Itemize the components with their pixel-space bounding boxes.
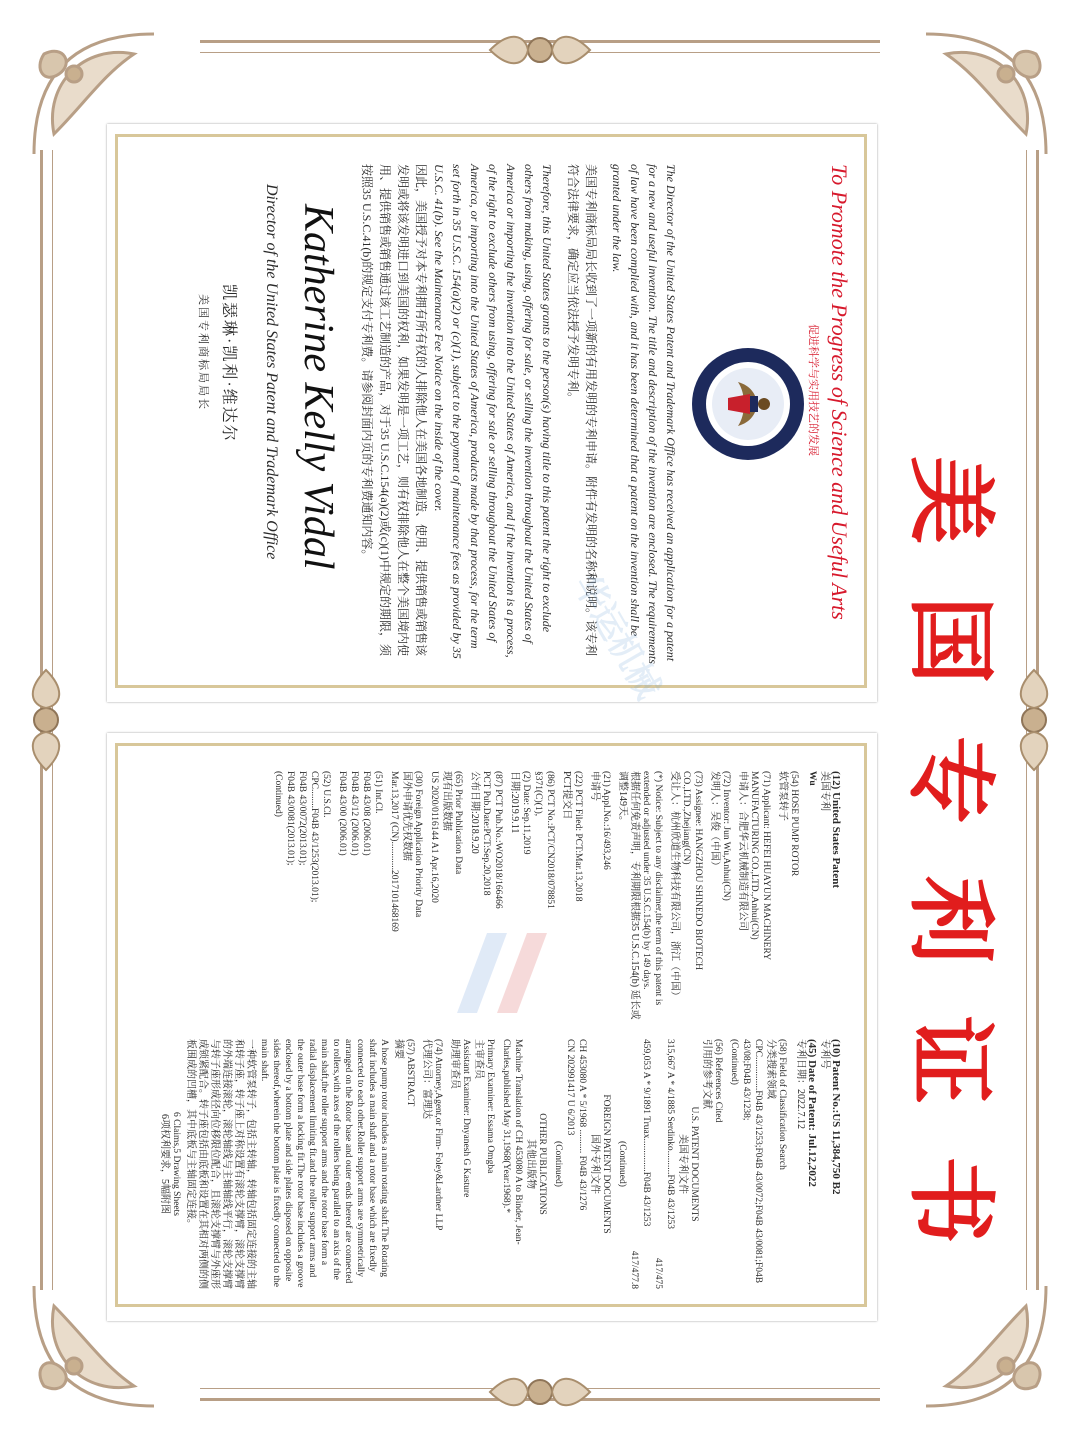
bib-54-cn: 软管泵转子 <box>777 771 788 821</box>
bib-30b: Mar.13,2017 (CN)............2017101468169 <box>389 771 399 932</box>
watermark-logo-icon <box>437 913 557 1033</box>
bib-inventor-short: Wu <box>807 771 817 786</box>
bib-left-column <box>272 771 842 1021</box>
bib-86: (86) PCT No.:PCT/CN2018/078851 <box>545 771 555 909</box>
bib-30: (30) Foreign Application Priority Data <box>413 771 423 918</box>
bib-ref1: 315,667 A * 4/1885 Serdinko..........F04B 43/1253 <box>665 1039 675 1230</box>
bib-56: (56) References Cited <box>713 1039 723 1123</box>
bib-51a: F04B 43/08 (2006.01) <box>361 771 371 856</box>
corner-ornament-top-right <box>906 14 1066 174</box>
bib-fordocs-cn: 国外专利文件 <box>589 1134 600 1194</box>
bib-examiner-cn: 主审查员 <box>473 1039 484 1079</box>
title-char: 利 <box>899 875 1002 964</box>
bib-ref1b: 417/475 <box>653 1257 663 1289</box>
bib-12: (12) United States Patent <box>830 771 842 889</box>
bib-74: (74) Attorney,Agent,or Firm- Foley&Lardner LLP <box>433 1039 443 1231</box>
bib-abstract: A hose pump rotor includes a main rotating shaft.The Rotating shaft includes a main shaft and a rotor base which are fixedly connected to each other.Roller support arms are symmetrically arranged on the Rotor base and outer ends thereof are connected to rollers,with axes of the rollers being parallel to an axis of the main shaft,the roller support arms and the rotor base form a radial displacement limiting fit.and the roller support arms and the outer base form a locking fit.The rotor base includes a groove enclosed by a bottom plate and side plates disposed on opposite sides thereof,wherein the bottom plate is fixedly connected to the main shaft. <box>259 1039 389 1288</box>
bib-fref-cont: (Continued) <box>553 1141 563 1187</box>
bib-58b: (Continued) <box>729 1039 739 1085</box>
bib-65: (65) Prior Publication Data <box>453 771 463 875</box>
bib-52a: CPC........F04B 43/1253(2013.01); <box>309 771 319 903</box>
bib-fref2: CN 202991417 U 6/2013 <box>565 1039 575 1136</box>
bib-21: (21) Appl.No.:16/493,246 <box>601 771 611 870</box>
bib-87: (87) PCT Pub.No.:WO2018/166466 <box>493 771 503 909</box>
bib-73: (73) Assignee: HANGZHOU SHINEDO BIOTECH CO.,LTD.,Zhejiang(CN) <box>681 771 703 970</box>
bibliographic-panel <box>107 733 877 1321</box>
bib-abstract-cn: 一种软管泵转子，包括主转轴，转轴包括固定连接的主轴和转子座，转子座上对称设置有滚轮支撑臂，滚轮支撑臂的外端连接滚轮，滚轮轴线与主轴轴线平行，滚轮支撑臂与转子座形成径向位移限位配合，且滚轮支撑臂与外座形成锁紧配合。转子座包括由底板和设置在其相对两侧的侧板围成的凹槽，其中底板与主轴固定连接。 <box>185 1039 256 1289</box>
title-char: 专 <box>899 735 1002 824</box>
title-char: 证 <box>899 1015 1002 1104</box>
bib-72-cn: 发明人：吴俊（中国） <box>709 771 720 871</box>
certificate-title <box>899 430 1002 1270</box>
bib-10-cn: 专利号 <box>819 1039 830 1069</box>
bib-65-cn: 现有出版数据 <box>441 771 452 831</box>
bib-45-cn: 专利日期：2022.7.12 <box>795 1039 806 1129</box>
bib-86b: §371(C)(1), <box>533 771 543 817</box>
bib-fordocs: FOREIGN PATENT DOCUMENTS <box>601 1094 611 1234</box>
bib-58a: CPC..............F04B 43/1253;F04B 43/0072;F04B 43/0081;F04B 43/08;F04B 43/1238; <box>741 1039 763 1284</box>
bib-57-cn: 摘要 <box>393 1039 404 1059</box>
bib-45: (45) Date of Patent: Jul.12,2022 <box>806 1039 818 1187</box>
grant-paragraph-en: The Director of the United States Patent and Trademark Office has received an application for a patent for a new and useful invention. The title and description of the invention are enclosed. The requirements of law have been complied with, and it has been determined that a patent on the invention shall be granted under the law. <box>610 164 678 664</box>
bib-72: (72) Inventor: Jun Wu,Anhui(CN) <box>721 771 731 901</box>
bib-other1: Machine Translation of CH 453080 A to Binder, Jean-Charles,published May 31,1968(Year:1968).* <box>501 1039 523 1245</box>
bib-74-cn: 代理公司：富理达 <box>421 1039 432 1119</box>
bib-52c: F04B 43/0081(2013.01); <box>285 771 295 866</box>
bib-claims: 6 Claims,5 Drawing Sheets <box>171 1112 181 1216</box>
bib-asst: Assistant Examiner: Dnyanesh G Kasture <box>461 1039 471 1198</box>
bib-claims-cn: 6项权利要求，5幅附图 <box>159 1114 170 1214</box>
bib-57: (57) ABSTRACT <box>405 1039 415 1107</box>
bib-ref-cont: (Continued) <box>617 1141 627 1187</box>
bib-52: (52) U.S.Cl. <box>321 771 331 818</box>
title-char: 国 <box>899 595 1002 684</box>
letter-rotated-content <box>152 164 852 664</box>
rights-paragraph-cn: 因此，美国授予对本专利拥有所有权的人排除他人在美国各地制造、使用、提供销售或销售该发明或将该发明进口到美国的权利，如果发明是一项工艺，则有权排除他人在整个美国境内使用、提供销售或销售通过该工艺制造的产品，对于35 U.S.C.154(a)(2)或(c)(1)中规定的期限，须按照35 U.S.C.41(b)的规定支付专利费。请参阅封面内页的专利费通知内容。 <box>360 164 428 657</box>
director-signature: Katherine Kelly Vidal <box>295 204 341 570</box>
bib-87-cn: 公布日期:2018.9.20 <box>469 771 480 854</box>
bib-asst-cn: 助理审查员 <box>449 1039 460 1089</box>
bib-notice: (*) Notice: Subject to any disclaimer,the term of this patent is extended or adjusted under 35 U.S.C.154(b) by 149 days. <box>641 771 663 1006</box>
bib-22: (22) PCT Filed: PCT:Mar.13,2018 <box>573 771 583 902</box>
rights-paragraph-en: Therefore, this United States grants to the person(s) having title to this patent the right to exclude others from making, using, offering for sale, or selling the invention throughout the United States of America or importing the invention into the United States of America, and if the invention is a process, of the right to exclude others from using, offering for sale or selling throughout the United States of America, or importing into the United States of America, products made by that process, for the term set forth in 35 U.S.C. 154(a)(2) or (c)(1), subject to the payment of maintenance fees as provided by 35 U.S.C. 41(b). See the Maintenance Fee Notice on the inside of the cover. <box>432 164 554 659</box>
corner-ornament-bottom-right <box>906 1266 1066 1426</box>
bib-51: (51) Int.Cl. <box>373 771 383 814</box>
director-title: Director of the United States Patent and Trademark Office <box>263 184 280 560</box>
bib-otherpub: OTHER PUBLICATIONS <box>537 1113 547 1215</box>
bib-fref1: CH 453080 A * 5/1968 .......... F04B 43/1276 <box>577 1039 587 1211</box>
title-char: 美 <box>899 455 1002 544</box>
bib-71: (71) Applicant: HEFEI HUAYUN MACHINERY MANUFACTURING CO.,LTD.,Anhui(CN) <box>749 771 771 960</box>
watermark-text: 华运机械 <box>566 569 667 706</box>
bib-51c: F04B 43/00 (2006.01) <box>337 771 347 856</box>
bib-71-cn: 申请人：合肥华云机械制造有限公司 <box>737 771 748 931</box>
bib-21-cn: 申请号 <box>589 771 600 801</box>
uspto-seal-icon <box>688 344 808 464</box>
bib-73-cn: 受让人：杭州欣道生物科技有限公司，浙江（中国） <box>669 771 680 1001</box>
bib-right-column <box>158 1039 842 1289</box>
bib-86c: (2) Date: Sep.11,2019 <box>521 771 531 855</box>
motto-cn: 促进科学与实用技艺的发展 <box>807 324 819 456</box>
bib-65b: US 2020/0116144 A1 Apr.16,2020 <box>429 771 439 903</box>
left-center-ornament <box>16 660 76 780</box>
bib-ref2b: 417/477.8 <box>629 1250 639 1289</box>
bib-usdocs-cn: 美国专利文件 <box>677 1134 688 1194</box>
top-center-ornament <box>480 20 600 80</box>
bib-58-cn: 分类搜索领域 <box>765 1039 776 1099</box>
bib-54: (54) HOSE PUMP ROTOR <box>789 771 799 877</box>
bib-22-cn: PCT提交日 <box>561 771 572 820</box>
bib-10: (10) Patent No.:US 11,384,750 B2 <box>830 1039 842 1195</box>
bottom-center-ornament <box>480 1362 600 1422</box>
bib-86c-cn: 日期:2019.9.11 <box>509 771 520 834</box>
bib-51b: F04B 43/12 (2006.01) <box>349 771 359 856</box>
motto-line: To Promote the Progress of Science and Useful Arts <box>827 164 852 620</box>
bib-52b: F04B 43/0072(2013.01); <box>297 771 307 866</box>
title-char: 书 <box>899 1155 1002 1244</box>
bib-examiner: Primary Examiner: Essama Omgba <box>485 1039 495 1174</box>
director-title-cn: 美国专利商标局局长 <box>197 294 209 411</box>
bib-notice-cn: 根据任何免责声明，专利期限根据35 U.S.C.154(b) 延长或调整149天。 <box>617 771 640 1020</box>
certificate-letter-panel <box>107 124 877 706</box>
bib-ref2: 459,053 A * 9/1891 Truax..............F04B 43/1253 <box>641 1039 651 1227</box>
bib-87b: PCT Pub.Date:PCT:Sep.20,2018 <box>481 771 491 896</box>
director-name-cn: 凯瑟琳·凯利·维达尔 <box>220 284 237 443</box>
bib-otherpub-cn: 其他出版物 <box>525 1139 536 1189</box>
grant-paragraph-cn: 美国专利商标局局长收到了一项新的有用发明的专利申请。附件有发明的名称和说明。该专利符合法律要求，确定应当依法授予发明专利。 <box>566 164 598 657</box>
bib-56-cn: 引用的参考文献 <box>701 1039 712 1109</box>
bib-30-cn: 国外申请优先权数据 <box>401 771 412 861</box>
bib-12-cn: 美国专利 <box>819 771 830 811</box>
bib-usdocs: U.S. PATENT DOCUMENTS <box>689 1106 699 1222</box>
bib-58: (58) Field of Classification Search <box>777 1039 787 1170</box>
bib-52d: (Continued) <box>273 771 283 817</box>
